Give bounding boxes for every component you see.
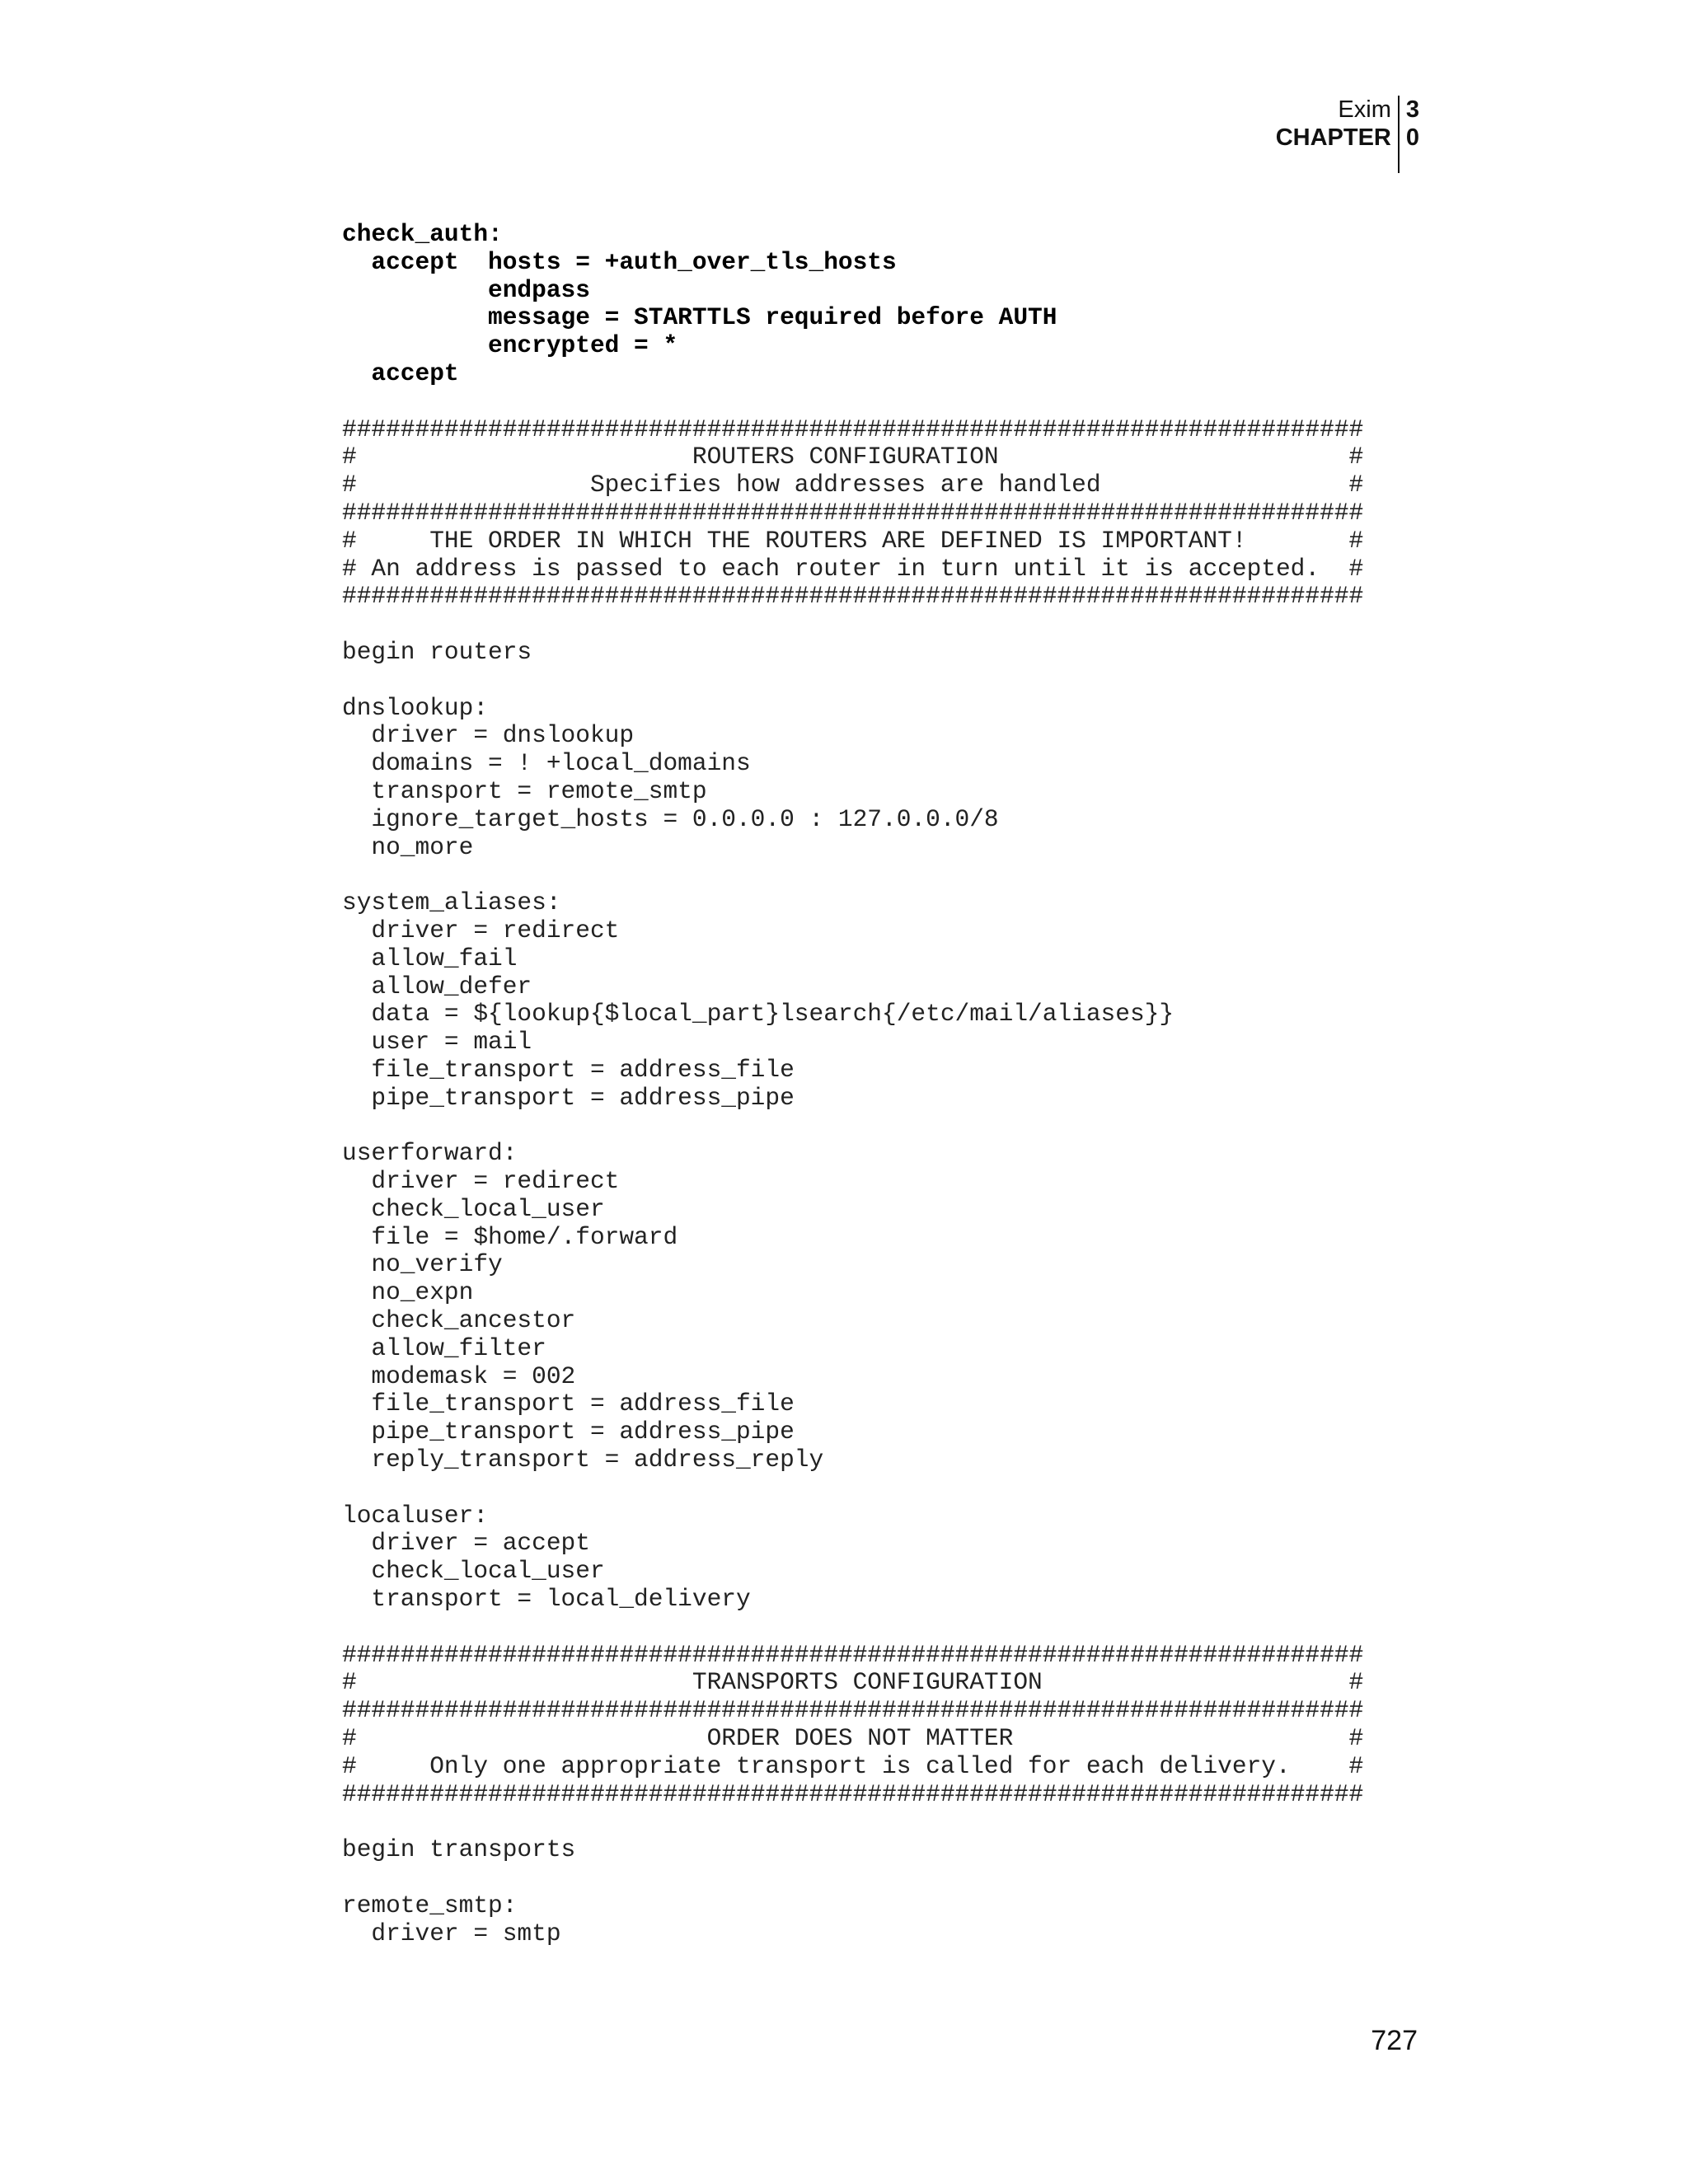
code-line: # TRANSPORTS CONFIGURATION # (342, 1668, 1364, 1697)
code-line: pipe_transport = address_pipe (342, 1083, 795, 1112)
code-line: driver = redirect (342, 1167, 620, 1196)
code-line: system_aliases: (342, 888, 561, 917)
code-line: driver = redirect (342, 916, 620, 944)
chapter-digit-1: 3 (1405, 96, 1419, 123)
running-header (1276, 96, 1419, 173)
code-line: user = mail (342, 1028, 532, 1057)
code-line (342, 611, 1363, 639)
code-line: ###################################################################### (342, 582, 1364, 611)
code-line: check_local_user (342, 1557, 605, 1586)
code-line: data = ${lookup{$local_part}lsearch{/etc/mail/aliases}} (342, 1000, 1175, 1029)
code-line-bold: accept hosts = +auth_over_tls_hosts (342, 247, 897, 276)
code-line-bold: check_auth: (342, 220, 503, 248)
code-line: allow_fail (342, 944, 518, 972)
code-line: userforward: (342, 1139, 518, 1168)
code-line: begin transports (342, 1835, 576, 1864)
code-line: remote_smtp: (342, 1891, 518, 1919)
code-line (342, 1113, 1363, 1141)
code-line: reply_transport = address_reply (342, 1446, 824, 1474)
code-line: no_more (342, 832, 474, 861)
code-line: driver = accept (342, 1529, 590, 1558)
code-line (342, 1474, 1363, 1502)
code-line (342, 667, 1363, 695)
code-line: # An address is passed to each router in turn until it is accepted. # (342, 554, 1364, 583)
code-line-bold: encrypted = * (342, 331, 678, 360)
code-line: dnslookup: (342, 693, 489, 722)
code-line: ignore_target_hosts = 0.0.0.0 : 127.0.0.0/8 (342, 804, 999, 833)
code-line: check_local_user (342, 1194, 605, 1223)
code-line: transport = remote_smtp (342, 776, 707, 805)
header-chapter-label: CHAPTER (1275, 124, 1391, 151)
code-line: check_ancestor (342, 1306, 576, 1335)
code-line: file = $home/.forward (342, 1222, 678, 1251)
code-line: driver = dnslookup (342, 721, 635, 750)
code-lines-container (342, 388, 1363, 1948)
code-line: ###################################################################### (342, 1640, 1364, 1669)
code-line: no_verify (342, 1250, 503, 1279)
code-line-bold: accept (342, 359, 459, 387)
code-line: begin routers (342, 637, 532, 666)
code-line: file_transport = address_file (342, 1390, 795, 1418)
code-line: # ORDER DOES NOT MATTER # (342, 1724, 1364, 1753)
code-line: file_transport = address_file (342, 1055, 795, 1084)
code-line: driver = smtp (342, 1919, 561, 1947)
code-line: # Only one appropriate transport is called for each delivery. # (342, 1751, 1364, 1780)
code-line: localuser: (342, 1501, 489, 1530)
code-line (342, 1864, 1363, 1892)
header-left-block (1276, 96, 1398, 173)
code-line: ###################################################################### (342, 415, 1364, 443)
code-line: allow_filter (342, 1333, 546, 1362)
code-line (342, 1614, 1363, 1642)
code-line: ###################################################################### (342, 1696, 1364, 1725)
header-title: Exim (1338, 96, 1391, 123)
code-line (342, 388, 1363, 416)
code-line: transport = local_delivery (342, 1585, 751, 1614)
code-line: modemask = 002 (342, 1361, 576, 1390)
config-code-listing (342, 221, 1363, 1947)
code-line: ###################################################################### (342, 498, 1364, 527)
code-line: no_expn (342, 1278, 474, 1307)
header-chapter-number (1400, 96, 1419, 173)
chapter-digit-2: 0 (1405, 124, 1419, 151)
code-line-bold: endpass (342, 275, 590, 304)
code-line: # ROUTERS CONFIGURATION # (342, 443, 1364, 471)
code-line: domains = ! +local_domains (342, 749, 751, 778)
code-line (342, 861, 1363, 889)
code-line-bold: message = STARTTLS required before AUTH (342, 303, 1057, 332)
code-line: # THE ORDER IN WHICH THE ROUTERS ARE DEFINED IS IMPORTANT! # (342, 526, 1364, 555)
code-line: ###################################################################### (342, 1779, 1364, 1808)
code-line: # Specifies how addresses are handled # (342, 471, 1364, 499)
code-line: pipe_transport = address_pipe (342, 1418, 795, 1446)
page-number: 727 (1371, 2025, 1418, 2056)
code-line (342, 1808, 1363, 1836)
code-line: allow_defer (342, 972, 532, 1001)
